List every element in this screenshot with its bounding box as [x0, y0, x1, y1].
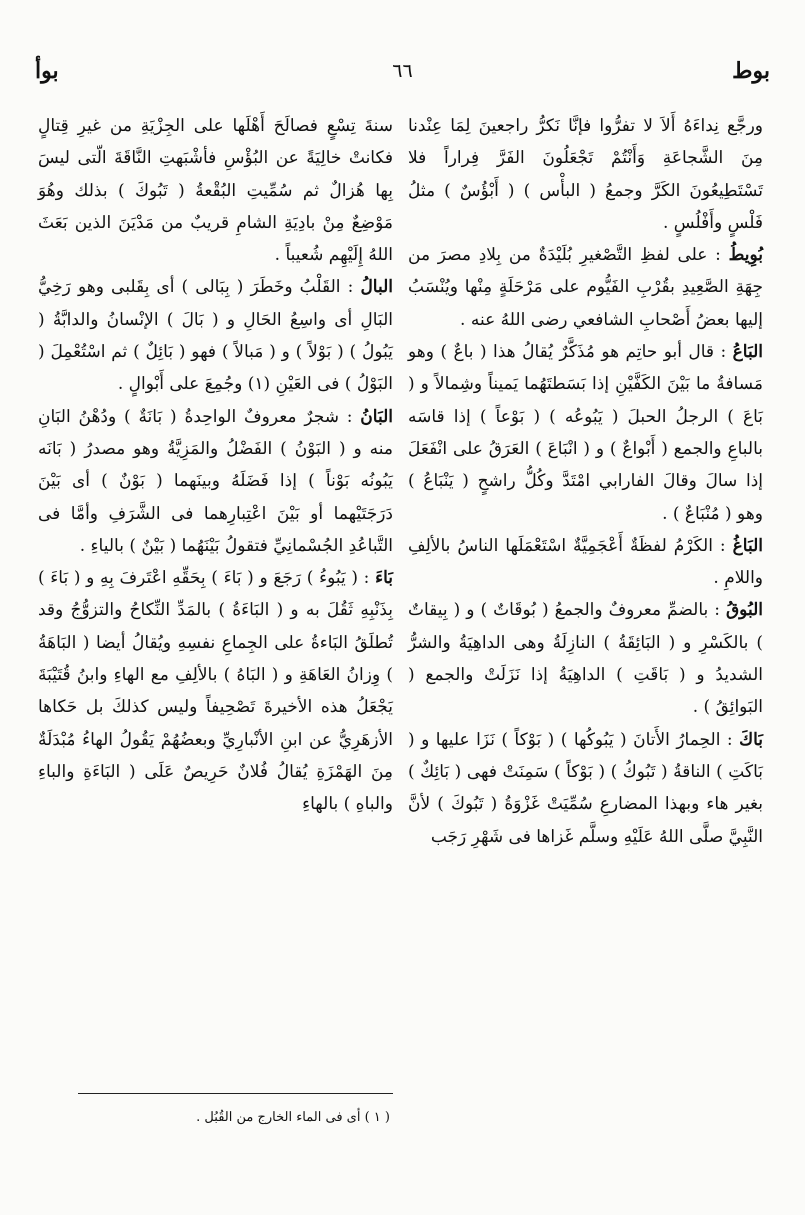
footnote-divider — [78, 1093, 393, 1094]
entry-text: ورجَّع نِداءَهُ أَلاَ لا تفرُّوا فإنَّا نَكرُّ راجعينَ لِمَا عِنْدنا مِنَ الشَّجاعَةِ وَأَنْتُمْ تَجْعَلُونَ الفَرَّ فِراراً فلا تَسْتَطِيعُونَ الكَرَّ وجمعُ ( البأْس ) ( أَبْؤُسٌ ) مثلُ فَلْسٍ وأَفْلُسٍ . — [408, 116, 763, 233]
entry-headword: البَاعُ — [732, 342, 764, 363]
entry-text: : الحِمارُ الأَتانَ ( يَبُوكُها ) ( بَوْكاً ) نَزَا عليها و ( بَاكَتِ ) الناقةُ ( تَبُوكُ ) ( بَوْكاً ) سَمِنَتْ فهى ( بَائِكٌ ) بغير هاء وبهذا المضارعِ سُمِّيَتْ غَزْوَةُ ( تَبُوكَ ) لأنَّ النَّبِيَّ صلَّى اللهُ عَلَيْهِ وسلَّم غَزاها فى شَهْرِ رَجَب — [408, 729, 763, 847]
entry-headword: البالُ — [360, 277, 394, 298]
page-number: ٦٦ — [392, 60, 413, 82]
footnote: ( ١ ) أى فى الماء الخارج من القُبُل . — [196, 1110, 390, 1125]
entry-continuation — [408, 110, 763, 239]
right-column — [408, 110, 763, 853]
entry-bak — [408, 724, 763, 853]
entry-text: : على لفظِ التَّصْغيرِ بُلَيْدَةٌ من بِلادِ مصرَ من جِهَةِ الصَّعِيدِ بقُرْبِ الفَيُّوم على مَرْحَلَةٍ مِنْها ويُنْسَبُ إليها بعضُ أَصْحابِ الشافعي رضى اللهُ عنه . — [408, 245, 763, 330]
entry-al-buq — [408, 594, 763, 723]
entry-text: : شجرٌ معروفٌ الواحِدةُ ( بَانَةٌ ) ودُهْنُ البَانِ منه و ( البَوْنُ ) الفَضْلُ والمَزِيَّةُ وهو مصدرُ ( بَانَه يَبُونُه بَوْناً ) إذا فَضَلَهُ وبينَهما ( بَوْنٌ ) أى بَيْنَ دَرَجَتَيْهما أو بَيْنَ اعْتِبارِهما فى الشَّرَفِ وأمَّا فى التَّباعُدِ الجُسْمانِيِّ فتقولُ بَيْنَهُما ( بَيْنٌ ) بالياءِ . — [38, 406, 393, 556]
entry-al-bal — [38, 271, 393, 400]
entry-al-bagh — [408, 530, 763, 595]
entry-headword: بَاكَ — [739, 729, 763, 750]
entry-headword: بَاءَ — [375, 568, 393, 589]
entry-text: : القَلْبُ وخَطَرَ ( بِبَالى ) أى بِقَلبى وهو رَخِيُّ البَالِ أى واسِعُ الحَالِ و ( بَالَ ) الإنْسانُ والدابَّةُ ( يَبُولُ ) ( بَوْلاً ) و ( مَبالاً ) فهو ( بَائِلٌ ) ثم اسْتُعْمِلَ ( البَوْلُ ) فى العَيْنِ (١) وجُمِعَ على أَبْوالٍ . — [38, 277, 393, 395]
entry-al-ban — [38, 401, 393, 562]
entry-text: : ( يَبُوءُ ) رَجَعَ و ( بَاءَ ) بِحَقِّهِ اعْتَرفَ بِهِ و ( بَاءَ ) بِذَنْبِهِ ثَقُلَ به و ( البَاءَةُ ) بالمَدِّ النِّكاحُ والتزوُّجُ وقد تُطلَقُ البَاءةُ على الجِماعِ نفسِهِ ويُقالُ أيضا ( البَاهَةُ ) وِزانُ العَاهَةِ و ( البَاهُ ) بالألِفِ مع الهاءِ وابنُ قُتَيْبَةَ يَجْعَلُ هذه الأخيرةَ تَصْحِيفاً وليس كذلكَ بل حَكاها الأزهَرِيُّ عن ابنِ الأنْبارِيِّ وبعضُهُمْ يَقُولُ الهاءُ مُبْدَلَةٌ مِنَ الهَمْزَةِ يُقالُ فُلانٌ حَرِيصٌ عَلَى ( البَاءَةِ والباءِ والباهِ ) بالهاءِ — [38, 568, 393, 815]
entry-text: : بالضمِّ معروفٌ والجمعُ ( بُوقَاتٌ ) و ( بِيقاتٌ ) بالكَسْرِ و ( البَائِقَةُ ) النازِلَةُ وهى الداهِيَةُ والشرُّ الشديدُ و ( بَاقَتِ ) الداهِيَةُ إذا نَزَلَتْ والجمع ( البَوائِقُ ) . — [408, 600, 763, 718]
entry-baa — [38, 562, 393, 820]
entry-text: : قال أبو حاتِم هو مُذَكَّرٌ يُقالُ هذا ( باعٌ ) وهو مَسافةُ ما بَيْنَ الكَفَّيْنِ إذا بَسَطتَهُما يَميناً وشِمالاً و ( بَاعَ ) الرجلُ الحبلَ ( يَبُوعُه ) ( بَوْعاً ) إذا قاسَه بالباعِ والجمع ( أَبْواعٌ ) و ( انْبَاعَ ) العَرَقُ على انْفَعَلَ إذا سالَ وقالَ الفارابي امْتَدَّ وكُلُّ راشحٍ ( يَنْبَاعُ ) وهو ( مُنْبَاعٌ ) . — [408, 342, 763, 524]
left-column — [38, 110, 393, 821]
header-left-word: بوأ — [35, 58, 59, 84]
entry-headword: البُوقُ — [725, 600, 763, 621]
entry-continuation — [38, 110, 393, 271]
entry-headword: البَانُ — [360, 406, 393, 427]
entry-buwait — [408, 239, 763, 336]
entry-al-baa — [408, 336, 763, 530]
entry-headword: بُوِيطُ — [728, 245, 763, 266]
entry-headword: البَاغُ — [732, 535, 764, 556]
entry-text: سنةَ تِسْعٍ فصالَحَ أَهْلَها على الجِزْيَةِ من غيرِ قِتالٍ فكانتْ خالِيَةً عن البُؤْسِ فأشْبَهتِ النَّاقَةَ الّتى ليسَ بِها هُزالٌ ثم سُمِّيتِ البُقْعةُ ( تَبُوكَ ) بذلك وهُوَ مَوْضِعٌ مِنْ بادِيَةِ الشامِ قريبٌ من مَدْيَنَ الذين بَعَثَ اللهُ إِلَيْهِم شُعيباً . — [38, 116, 393, 266]
entry-text: : الكَرْمُ لفظَةٌ أَعْجَمِيَّةٌ اسْتَعْمَلَها الناسُ بالألِفِ واللامِ . — [408, 535, 763, 589]
header-right-word: بوط — [732, 58, 770, 84]
page-header — [35, 58, 770, 90]
